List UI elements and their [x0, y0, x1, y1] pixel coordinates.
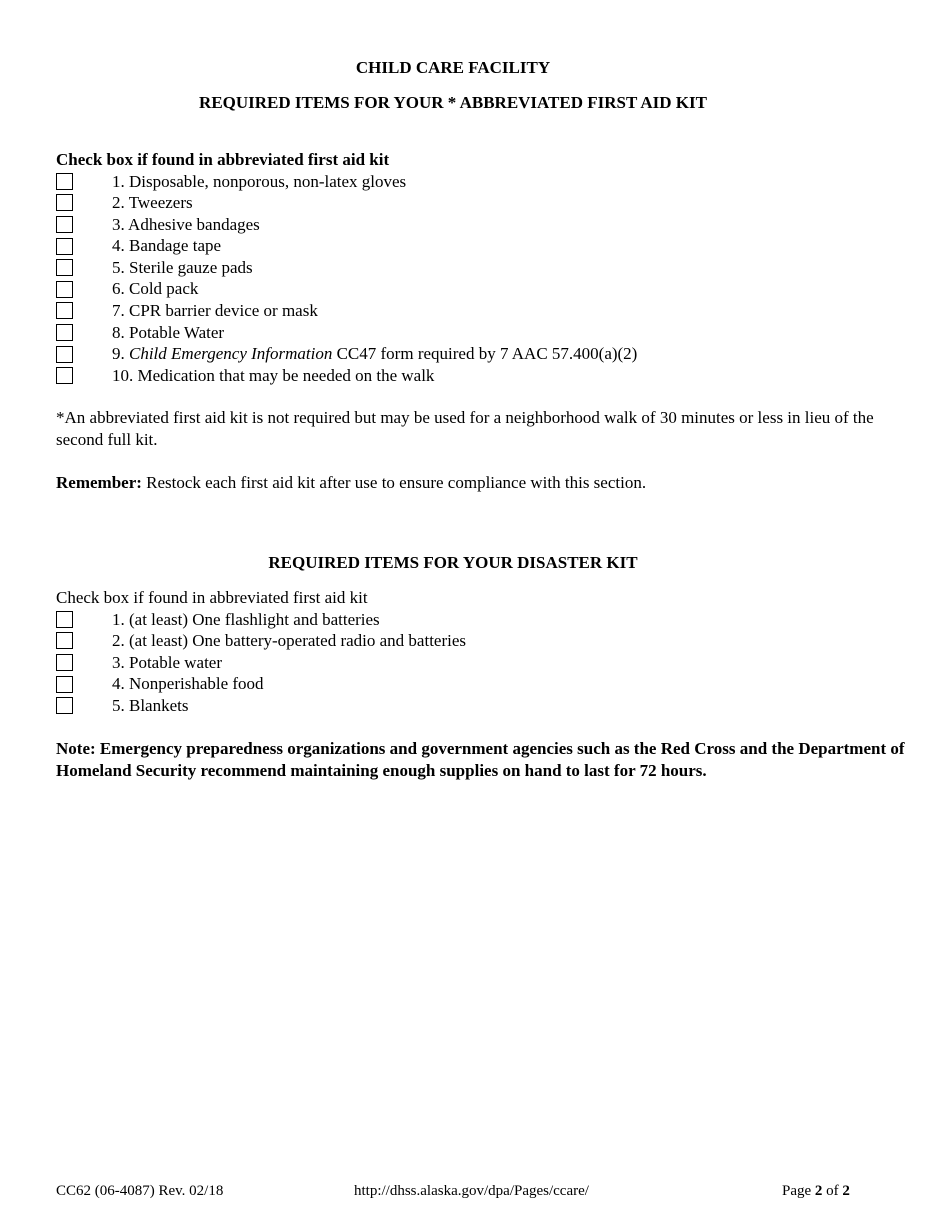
checklist-item-label: 5. Sterile gauze pads: [112, 257, 253, 277]
checkbox[interactable]: [56, 654, 73, 671]
remember-text: Restock each first aid kit after use to ensure compliance with this section.: [141, 473, 647, 492]
page-total: 2: [842, 1183, 850, 1199]
form-id: CC62 (06-4087) Rev. 02/18: [56, 1183, 224, 1199]
disaster-section: [56, 587, 906, 716]
checkbox[interactable]: [56, 367, 73, 384]
checklist-item: [56, 300, 906, 322]
checklist-item-label: 10. Medication that may be needed on the walk: [112, 365, 435, 385]
checklist-item: [56, 365, 906, 387]
checklist-item-label: 1. (at least) One flashlight and batteries: [112, 609, 380, 629]
remember-label: Remember:: [56, 473, 142, 492]
checklist-item: [56, 630, 906, 652]
footer-url[interactable]: http://dhss.alaska.gov/dpa/Pages/ccare/: [354, 1183, 589, 1199]
checklist-item-label: 3. Potable water: [112, 652, 222, 672]
checklist-item: [56, 343, 906, 365]
checklist-item-label: 8. Potable Water: [112, 322, 225, 342]
checklist-item-label: 7. CPR barrier device or mask: [112, 301, 318, 321]
item-prefix: 9.: [112, 344, 129, 364]
remember-note: [56, 472, 906, 494]
checklist-item-label: 1. Disposable, nonporous, non-latex gloves: [112, 171, 407, 191]
checklist-item: [56, 257, 906, 279]
checkbox[interactable]: [56, 259, 73, 276]
checkbox[interactable]: [56, 281, 73, 298]
checkbox[interactable]: [56, 632, 73, 649]
checklist-item: [56, 695, 906, 717]
checklist-item-label: 6. Cold pack: [112, 279, 199, 299]
page-title: CHILD CARE FACILITY: [355, 58, 551, 77]
checklist-item: [56, 652, 906, 674]
abbreviated-kit-footnote: *An abbreviated first aid kit is not required but may be used for a neighborhood walk of 30 minutes or less in lieu of the second full kit.: [56, 408, 874, 449]
checkbox[interactable]: [56, 324, 73, 341]
page-number: [782, 1181, 850, 1203]
checklist-item: [56, 192, 906, 214]
checkbox[interactable]: [56, 216, 73, 233]
checkbox[interactable]: [56, 302, 73, 319]
checklist-item: [56, 609, 906, 631]
checklist-item: [56, 322, 906, 344]
checkbox[interactable]: [56, 238, 73, 255]
checklist-item-label: 2. (at least) One battery-operated radio and batteries: [112, 631, 467, 651]
preparedness-note: Note: Emergency preparedness organizations and government agencies such as the Red Cross and the Department of Homeland Security recommend maintaining enough supplies on hand to last for 72 hours.: [56, 739, 905, 780]
checkbox[interactable]: [56, 676, 73, 693]
checkbox[interactable]: [56, 173, 73, 190]
disaster-checklist: [56, 609, 906, 717]
disaster-kit-title: REQUIRED ITEMS FOR YOUR DISASTER KIT: [268, 553, 638, 572]
checklist-item: [56, 214, 906, 236]
page-current: 2: [814, 1183, 823, 1199]
disaster-instruction: Check box if found in abbreviated first aid kit: [56, 588, 368, 607]
first-aid-section: [56, 149, 906, 386]
checklist-item-label: 3. Adhesive bandages: [112, 214, 260, 234]
checklist-item-label: [112, 343, 637, 365]
checklist-item: [56, 278, 906, 300]
form-name: Child Emergency Information: [129, 344, 333, 364]
first-aid-kit-title: REQUIRED ITEMS FOR YOUR * ABBREVIATED FIRST AID KIT: [199, 93, 707, 112]
checkbox[interactable]: [56, 611, 73, 628]
checkbox[interactable]: [56, 697, 73, 714]
checklist-item-label: 4. Bandage tape: [112, 236, 222, 256]
checklist-item-label: 2. Tweezers: [112, 193, 193, 213]
checklist-item: [56, 235, 906, 257]
page-of: of: [822, 1183, 843, 1199]
page-label: Page: [782, 1183, 815, 1199]
checkbox[interactable]: [56, 194, 73, 211]
item-suffix: CC47 form required by 7 AAC 57.400(a)(2): [332, 344, 638, 364]
first-aid-checklist: [56, 171, 906, 387]
checklist-item: [56, 673, 906, 695]
first-aid-instruction: Check box if found in abbreviated first aid kit: [56, 150, 390, 169]
checklist-item: [56, 171, 906, 193]
checkbox[interactable]: [56, 346, 73, 363]
checklist-item-label: 4. Nonperishable food: [112, 674, 264, 694]
checklist-item-label: 5. Blankets: [112, 695, 189, 715]
